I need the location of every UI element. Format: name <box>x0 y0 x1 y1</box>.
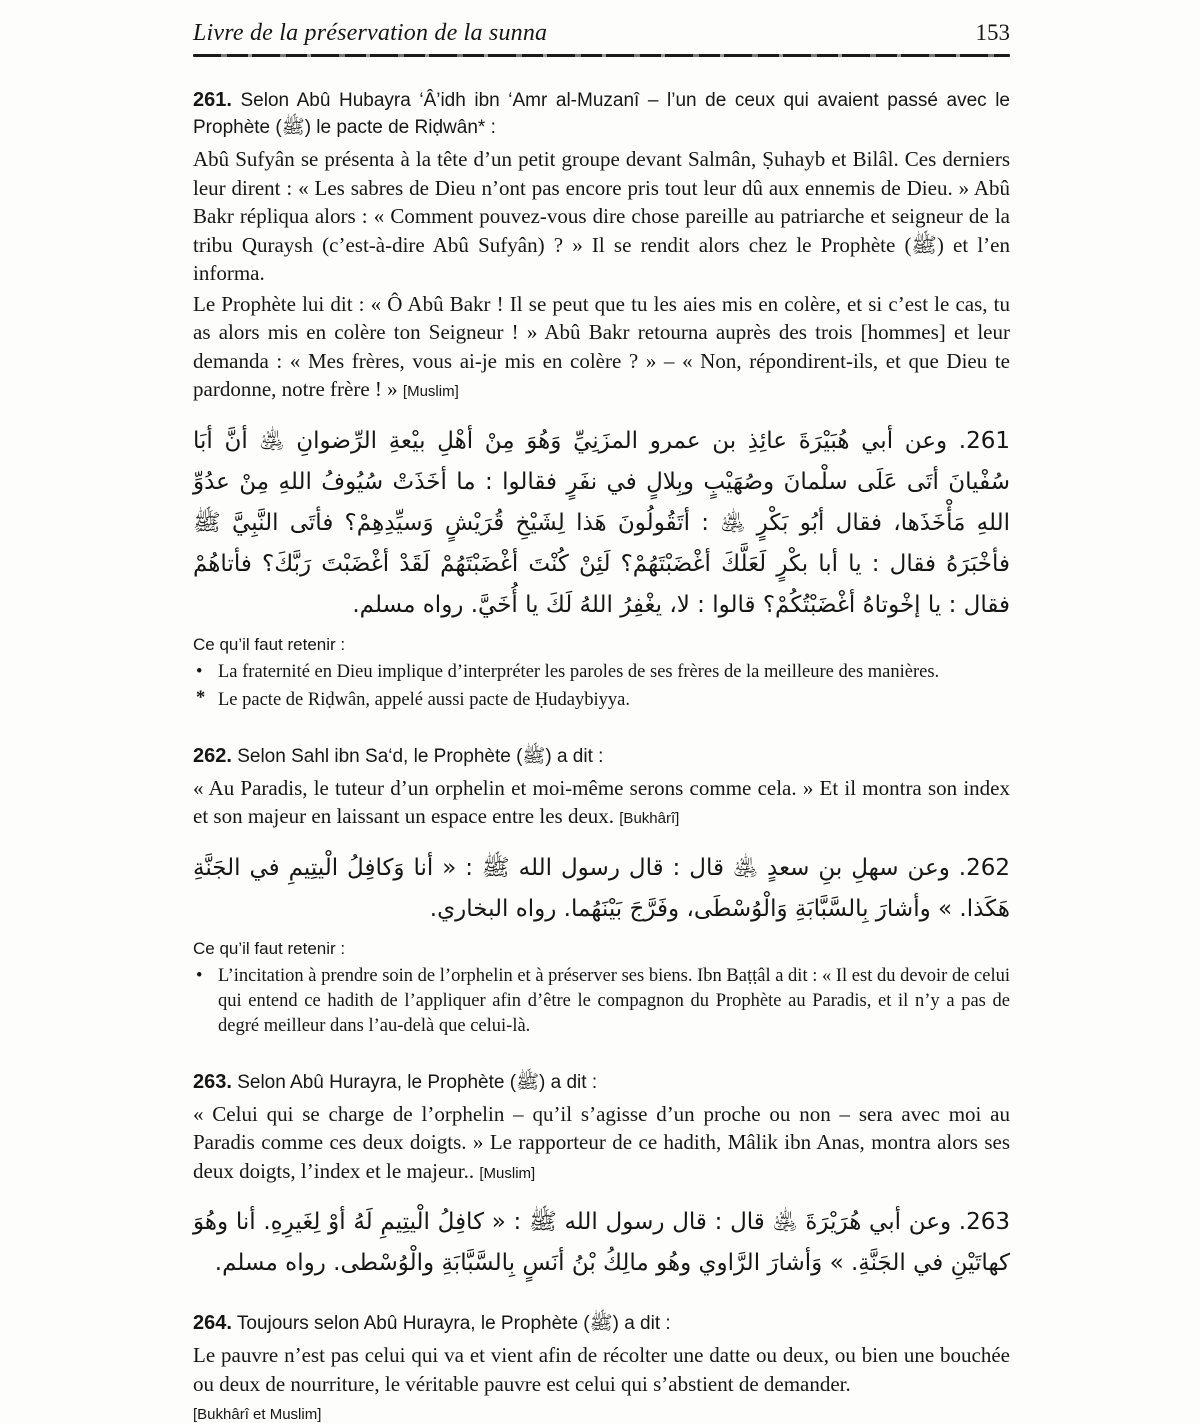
retenir-block <box>193 938 1010 1039</box>
hadith-section-262 <box>193 743 1010 1039</box>
hadith-number: 264. <box>193 1312 232 1334</box>
hadith-heading <box>193 87 1010 141</box>
hadith-number: 261. <box>193 89 232 111</box>
bullet-icon: • <box>196 661 203 682</box>
retenir-bullet <box>193 660 1010 685</box>
running-header <box>193 20 1010 47</box>
bullet-icon: • <box>196 965 203 986</box>
bullet-text: La fraternité en Dieu implique d’interpréter les paroles de ses frères de la meilleure des manières. <box>218 661 940 682</box>
hadith-section-263 <box>193 1069 1010 1285</box>
hadith-heading-text: Toujours selon Abû Hurayra, le Prophète (ﷺ) a dit : <box>236 1313 671 1334</box>
footnote-text: Le pacte de Riḍwân, appelé aussi pacte de Ḥudaybiyya. <box>218 689 630 710</box>
bullet-text: L’incitation à prendre soin de l’orphelin et à préserver ses biens. Ibn Baṭṭâl a dit : « Il est du devoir de celui qui entend ce hadith de l’appliquer afin d’être le compagnon du Prophète au Paradis, et il n’y a pas de degré meilleur dans l’au-delà que celui-là. <box>218 965 1011 1036</box>
hadith-heading <box>193 1069 1010 1096</box>
hadith-section-261 <box>193 87 1010 713</box>
hadith-heading <box>193 743 1010 770</box>
source-tag: [Bukhârî] <box>619 810 680 827</box>
hadith-heading-text: Selon Abû Hurayra, le Prophète (ﷺ) a dit : <box>237 1071 598 1093</box>
hadith-body-paragraph: Le pauvre n’est pas celui qui va et vient afin de récolter une datte ou deux, ou bien une bouchée ou deux de nourriture, le véritable pauvre est celui qui s’abstient de demander. <box>193 1343 1010 1396</box>
source-tag: [Muslim] <box>402 383 459 400</box>
paragraph-text: « Celui qui se charge de l’orphelin – qu’il s’agisse d’un proche ou non – sera avec moi au Paradis comme ces deux doigts. » Le rapporteur de ce hadith, Mâlik ibn Anas, montra alors ses deux doigts, l’index et le majeur.. <box>193 1101 1010 1183</box>
hadith-heading-text: Selon Abû Hubayra ‘Â’idh ibn ‘Amr al-Muzanî – l’un de ceux qui avaient passé avec le Prophète (ﷺ) le pacte de Riḍwân* : <box>193 90 1010 138</box>
retenir-label: Ce qu’il faut retenir : <box>193 938 346 958</box>
hadith-number: 262. <box>193 744 232 767</box>
arabic-hadith-text: 261. وعن أبي هُبَيْرَةَ عائِذِ بن عمرو المزَنِيِّ وَهُوَ مِنْ أهْلِ بيْعةِ الرِّضوانِ ﵁ أنَّ أبَا سُفْيانَ أتَى عَلَى سلْمانَ وصُهَيْبٍ وبِلالٍ في نفَرٍ فقالوا : ما أخَذَتْ سُيُوفُ اللهِ مِنْ عدُوِّ اللهِ مَأْخَذَها، فقال أبُو بَكْرٍ ﵁ : أتَقُولُونَ هَذا لِشَيْخِ قُرَيْشٍ وَسيِّدِهِمْ؟ فأتَى النَّبِيَّ ﷺ فأخْبَرَهُ فقال : يا أبا بكْرٍ لَعَلَّكَ أغْضَبْتَهُمْ؟ لَئِنْ كُنْتَ أغْضَبْتَهُمْ لَقَدْ أغْضَبْتَ رَبَّكَ؟ فأتاهُمْ فقال : يا إخْوتاهُ أغْضَبْتُكُمْ؟ قالوا : لا، يغْفِرُ اللهُ لَكَ يا أُخَيَّ. رواه مسلم. <box>193 427 1010 618</box>
running-title: Livre de la préservation de la sunna <box>193 20 548 46</box>
paragraph-text: « Au Paradis, le tuteur d’un orphelin et moi-même serons comme cela. » Et il montra son index et son majeur en laissant un espace entre les deux. <box>193 775 1010 828</box>
header-rule <box>193 54 1010 57</box>
hadith-number: 263. <box>193 1070 232 1093</box>
hadith-body-paragraph <box>193 774 1010 834</box>
retenir-label: Ce qu’il faut retenir : <box>193 634 346 654</box>
asterisk-icon: * <box>196 687 206 708</box>
hadith-body-paragraph <box>193 290 1010 407</box>
paragraph-text: Le Prophète lui dit : « Ô Abû Bakr ! Il se peut que tu les aies mis en colère, et si c’est le cas, tu as alors mis en colère ton Seigneur ! » Abû Bakr retourna auprès des trois [hommes] et leur demanda : « Mes frères, vous ai-je mis en colère ? » – « Non, répondirent-ils, et que Dieu te pardonne, notre frère ! » <box>193 291 1010 401</box>
source-tag: [Muslim] <box>479 1164 536 1182</box>
hadith-heading-text: Selon Sahl ibn Sa‘d, le Prophète (ﷺ) a dit : <box>237 745 604 767</box>
retenir-bullet <box>193 964 1010 1039</box>
hadith-body-paragraph: Abû Sufyân se présenta à la tête d’un petit groupe devant Salmân, Ṣuhayb et Bilâl. Ces derniers leur dirent : « Les sabres de Dieu n’ont pas encore pris tout leur dû aux ennemis de Dieu. » Abû Bakr répliqua alors : « Comment pouvez-vous dire chose pareille au patriarche et seigneur de la tribu Quraysh (c’est-à-dire Abû Sufyân) ? » Il se rendit alors chez le Prophète (ﷺ) et l’en informa. <box>193 147 1010 285</box>
hadith-body-paragraph <box>193 1100 1010 1189</box>
hadith-section-264 <box>193 1310 1010 1423</box>
hadith-heading <box>193 1310 1010 1337</box>
source-tag: [Bukhârî et Muslim] <box>193 1406 322 1423</box>
retenir-block <box>193 634 1010 713</box>
footnote-line <box>193 688 1010 713</box>
arabic-hadith-text: 262. وعن سهلِ بنِ سعدٍ ﵁ قال : قال رسول الله ﷺ : « أنا وَكافِلُ الْيتِيمِ في الجَنَّةِ هَكَذا. » وأشارَ بِالسَّبَّابَةِ وَالْوُسْطَى، وفَرَّجَ بَيْنَهُما. رواه البخاري. <box>193 854 1010 922</box>
page-number: 153 <box>975 20 1010 45</box>
arabic-hadith-text: 263. وعن أبي هُرَيْرَةَ ﵁ قال : قال رسول الله ﷺ : « كافِلُ الْيتِيمِ لَهُ أوْ لِغَيرِهِ. أنا وهُوَ كهاتَيْنِ في الجَنَّةِ. » وَأشارَ الرَّاوي وهُو مالِكُ بْنُ أنَسٍ بِالسَّبَّابَةِ والْوُسْطى. رواه مسلم. <box>193 1209 1010 1276</box>
